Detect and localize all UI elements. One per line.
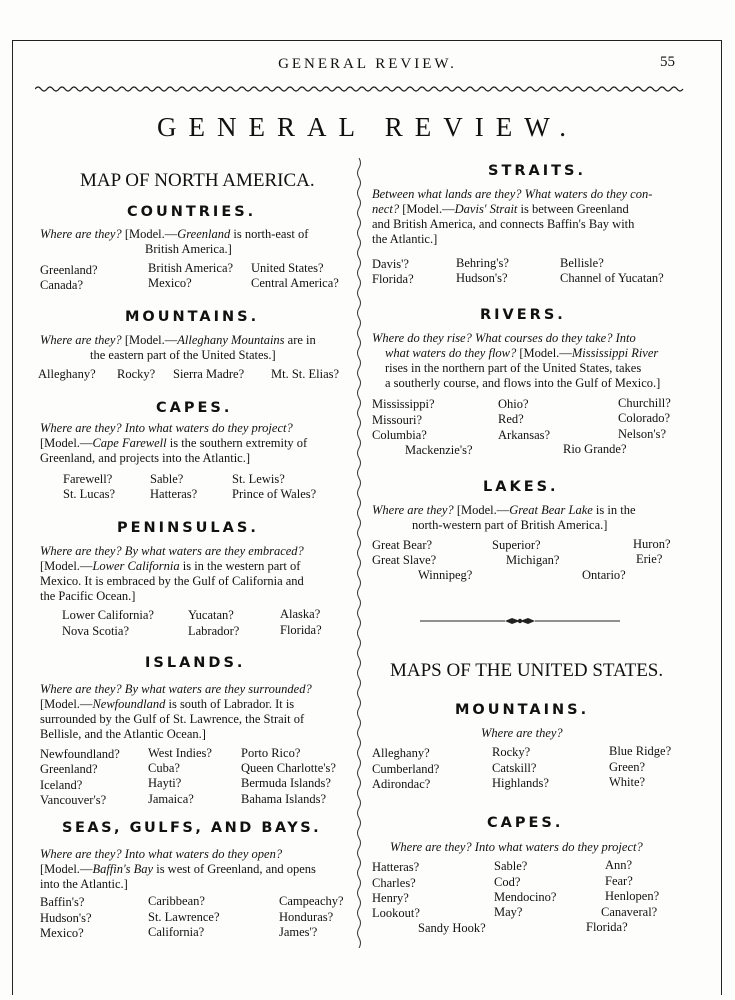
list-item: Sable? <box>150 472 184 486</box>
list-item: Channel of Yucatan? <box>560 271 664 285</box>
list-item: Honduras? <box>279 910 334 924</box>
list-item: Cumberland? <box>372 762 440 776</box>
us-mountains-question: Where are they? <box>481 726 563 740</box>
list-item: Nova Scotia? <box>62 624 129 638</box>
list-item: Lookout? <box>372 906 420 920</box>
section-heading-peninsulas: PENINSULAS. <box>117 520 259 536</box>
islands-model-cont2: Bellisle, and the Atlantic Ocean.] <box>40 727 206 741</box>
wavy-rule <box>35 84 685 94</box>
list-item: Porto Rico? <box>241 746 301 760</box>
list-item: James'? <box>279 925 318 939</box>
islands-model: [Model.—Newfoundland is south of Labrador. It is <box>40 697 295 711</box>
peninsulas-question: Where are they? By what waters are they embraced? <box>40 544 304 558</box>
seas-model: [Model.—Baffin's Bay is west of Greenland, and opens <box>40 862 316 876</box>
peninsulas-model-cont: Mexico. It is embraced by the Gulf of California and <box>40 574 304 588</box>
list-item: Behring's? <box>456 256 509 270</box>
countries-model-cont: British America.] <box>145 242 232 256</box>
list-item: Yucatan? <box>188 608 234 622</box>
list-item: Rocky? <box>117 367 156 381</box>
section-heading-capes: CAPES. <box>156 400 233 416</box>
list-item: Newfoundland? <box>40 747 120 761</box>
peninsulas-model-cont2: the Pacific Ocean.] <box>40 589 136 603</box>
islands-question: Where are they? By what waters are they surrounded? <box>40 682 312 696</box>
list-item: White? <box>609 775 646 789</box>
list-item: Jamaica? <box>148 792 194 806</box>
list-item: May? <box>494 905 523 919</box>
column-divider <box>354 158 364 948</box>
straits-model-cont2: the Atlantic.] <box>372 232 438 246</box>
list-item: Henlopen? <box>605 889 660 903</box>
list-item: Iceland? <box>40 778 83 792</box>
list-item: Green? <box>609 760 646 774</box>
page-number: 55 <box>660 54 675 70</box>
list-item: Great Bear? <box>372 538 433 552</box>
list-item: Florida? <box>586 920 628 934</box>
list-item: Caribbean? <box>148 894 205 908</box>
list-item: Lower California? <box>62 608 154 622</box>
islands-model-cont: surrounded by the Gulf of St. Lawrence, the Strait of <box>40 712 305 726</box>
list-item: Missouri? <box>372 413 422 427</box>
map-title-united-states: MAPS OF THE UNITED STATES. <box>390 660 664 681</box>
lakes-model-cont: north-western part of British America.] <box>412 518 608 532</box>
list-item: Greenland? <box>40 263 98 277</box>
section-heading-countries: COUNTRIES. <box>127 204 257 220</box>
list-item: Bellisle? <box>560 256 604 270</box>
list-item: Queen Charlotte's? <box>241 761 336 775</box>
list-item: Superior? <box>492 538 541 552</box>
section-heading-us-mountains: MOUNTAINS. <box>455 702 590 718</box>
list-item: British America? <box>148 261 234 275</box>
list-item: St. Lawrence? <box>148 910 220 924</box>
list-item: United States? <box>251 261 324 275</box>
page-title: GENERAL REVIEW. <box>157 112 578 142</box>
list-item: Baffin's? <box>40 895 85 909</box>
list-item: Blue Ridge? <box>609 744 672 758</box>
list-item: Ohio? <box>498 397 529 411</box>
section-heading-seas: SEAS, GULFS, AND BAYS. <box>62 820 322 836</box>
list-item: Cuba? <box>148 761 180 775</box>
list-item: Fear? <box>605 874 633 888</box>
list-item: Labrador? <box>188 624 240 638</box>
peninsulas-model: [Model.—Lower California is in the western part of <box>40 559 301 573</box>
seas-question: Where are they? Into what waters do they open? <box>40 847 283 861</box>
ornament-rule <box>420 614 620 628</box>
rivers-model: what waters do they flow? [Model.—Mississippi River <box>385 346 659 360</box>
list-item: St. Lucas? <box>63 487 116 501</box>
capes-question: Where are they? Into what waters do they project? <box>40 421 293 435</box>
list-item: St. Lewis? <box>232 472 285 486</box>
list-item: Bahama Islands? <box>241 792 327 806</box>
list-item: Charles? <box>372 876 416 890</box>
section-heading-mountains: MOUNTAINS. <box>125 309 260 325</box>
list-item: Mendocino? <box>494 890 557 904</box>
list-item: Alleghany? <box>372 746 430 760</box>
mountains-model-cont: the eastern part of the United States.] <box>90 348 276 362</box>
list-item: Prince of Wales? <box>232 487 317 501</box>
us-capes-question: Where are they? Into what waters do they project? <box>390 840 643 854</box>
section-heading-lakes: LAKES. <box>483 479 559 495</box>
capes-model-cont: Greenland, and projects into the Atlantic.] <box>40 451 251 465</box>
list-item: Hatteras? <box>372 860 420 874</box>
list-item: Red? <box>498 412 524 426</box>
section-heading-straits: STRAITS. <box>488 163 586 179</box>
list-item: Canaveral? <box>601 905 658 919</box>
list-item: Sable? <box>494 859 528 873</box>
list-item: Mexico? <box>40 926 84 940</box>
rivers-model-cont2: a southerly course, and flows into the Gulf of Mexico.] <box>385 376 661 390</box>
seas-model-cont: into the Atlantic.] <box>40 877 128 891</box>
list-item: Adirondac? <box>372 777 431 791</box>
list-item: Greenland? <box>40 762 98 776</box>
list-item: Canada? <box>40 278 84 292</box>
list-item: Rocky? <box>492 745 531 759</box>
list-item: Erie? <box>636 552 663 566</box>
list-item: Sierra Madre? <box>173 367 245 381</box>
list-item: Ann? <box>605 858 633 872</box>
list-item: Florida? <box>280 623 322 637</box>
list-item: Mississippi? <box>372 397 435 411</box>
list-item: Rio Grande? <box>563 442 627 456</box>
section-heading-us-capes: CAPES. <box>487 815 564 831</box>
list-item: Winnipeg? <box>418 568 473 582</box>
list-item: Alleghany? <box>38 367 96 381</box>
running-head: GENERAL REVIEW. <box>278 56 457 72</box>
list-item: Churchill? <box>618 396 671 410</box>
list-item: Arkansas? <box>498 428 551 442</box>
list-item: Hayti? <box>148 776 182 790</box>
list-item: Davis'? <box>372 257 409 271</box>
list-item: Catskill? <box>492 761 537 775</box>
countries-question: Where are they? [Model.—Greenland is north-east of <box>40 227 309 241</box>
rivers-question: Where do they rise? What courses do they take? Into <box>372 331 636 345</box>
list-item: Farewell? <box>63 472 113 486</box>
list-item: Vancouver's? <box>40 793 107 807</box>
list-item: Columbia? <box>372 428 427 442</box>
list-item: Central America? <box>251 276 339 290</box>
list-item: Cod? <box>494 875 521 889</box>
mountains-question: Where are they? [Model.—Alleghany Mountains are in <box>40 333 316 347</box>
list-item: Henry? <box>372 891 409 905</box>
straits-model: nect? [Model.—Davis' Strait is between Greenland <box>372 202 629 216</box>
rivers-model-cont: rises in the northern part of the United States, takes <box>385 361 642 375</box>
list-item: West Indies? <box>148 746 212 760</box>
capes-model: [Model.—Cape Farewell is the southern extremity of <box>40 436 308 450</box>
list-item: Bermuda Islands? <box>241 776 331 790</box>
list-item: Sandy Hook? <box>418 921 486 935</box>
section-heading-islands: ISLANDS. <box>145 655 246 671</box>
map-title-north-america: MAP OF NORTH AMERICA. <box>80 170 315 191</box>
list-item: Ontario? <box>582 568 626 582</box>
list-item: Mexico? <box>148 276 192 290</box>
list-item: Hatteras? <box>150 487 198 501</box>
list-item: Highlands? <box>492 776 549 790</box>
list-item: Mt. St. Elias? <box>271 367 340 381</box>
lakes-question: Where are they? [Model.—Great Bear Lake is in the <box>372 503 636 517</box>
list-item: Great Slave? <box>372 553 437 567</box>
list-item: Nelson's? <box>618 427 667 441</box>
straits-model-cont: and British America, and connects Baffin's Bay with <box>372 217 635 231</box>
list-item: Huron? <box>633 537 671 551</box>
list-item: California? <box>148 925 205 939</box>
list-item: Colorado? <box>618 411 671 425</box>
section-heading-rivers: RIVERS. <box>480 307 566 323</box>
list-item: Hudson's? <box>456 271 508 285</box>
list-item: Hudson's? <box>40 911 92 925</box>
list-item: Mackenzie's? <box>405 443 473 457</box>
list-item: Campeachy? <box>279 894 344 908</box>
list-item: Florida? <box>372 272 414 286</box>
straits-question: Between what lands are they? What waters do they con- <box>372 187 653 201</box>
list-item: Michigan? <box>506 553 560 567</box>
list-item: Alaska? <box>280 607 321 621</box>
